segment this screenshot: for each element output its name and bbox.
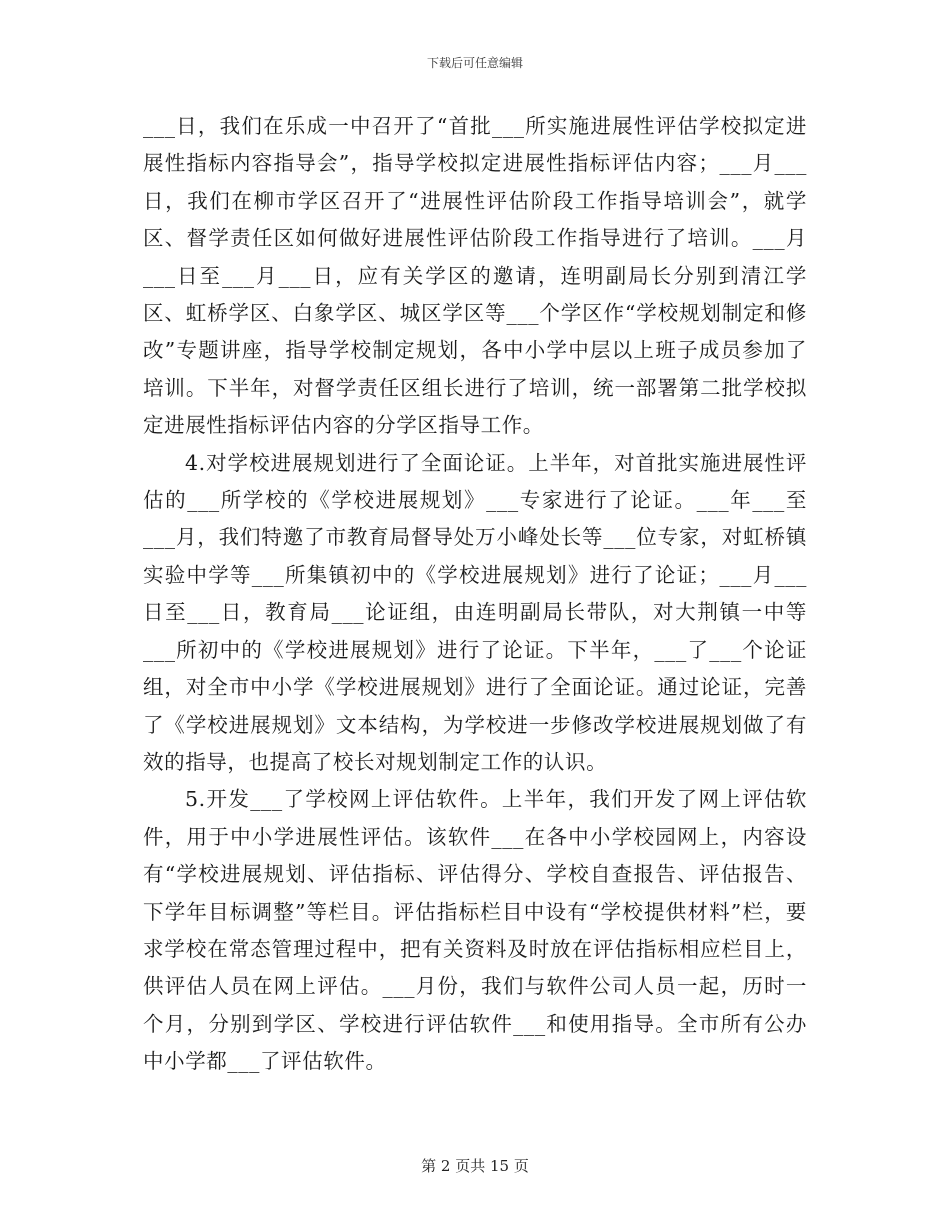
- paragraph-item-5: 5.开发___了学校网上评估软件。上半年，我们开发了网上评估软件，用于中小学进展性评估。该软件___在各中小学校园网上，内容设有“学校进展规划、评估指标、评估得分、学校自查报告、评估报告、下学年目标调整”等栏目。评估指标栏目中设有“学校提供材料”栏，要求学校在常态管理过程中，把有关资料及时放在评估指标相应栏目上，供评估人员在网上评估。___月份，我们与软件公司人员一起，历时一个月，分别到学区、学校进行评估软件___和使用指导。全市所有公办中小学都___了评估软件。: [143, 787, 807, 1074]
- paragraph-item-4: 4.对学校进展规划进行了全面论证。上半年，对首批实施进展性评估的___所学校的《学校进展规划》___专家进行了论证。___年___至___月，我们特邀了市教育局督导处万小峰处长等___位专家，对虹桥镇实验中学等___所集镇初中的《学校进展规划》进行了论证；___月___日至___日，教育局___论证组，由连明副局长带队，对大荆镇一中等___所初中的《学校进展规划》进行了论证。下半年，___了___个论证组，对全市中小学《学校进展规划》进行了全面论证。通过论证，完善了《学校进展规划》文本结构，为学校进一步修改学校进展规划做了有效的指导，也提高了校长对规划制定工作的认识。: [143, 450, 807, 774]
- paragraph-continuation: ___日，我们在乐成一中召开了“首批___所实施进展性评估学校拟定进展性指标内容指导会”，指导学校拟定进展性指标评估内容；___月___日，我们在柳市学区召开了“进展性评估阶段工作指导培训会”，就学区、督学责任区如何做好进展性评估阶段工作指导进行了培训。___月___日至___月___日，应有关学区的邀请，连明副局长分别到清江学区、虹桥学区、白象学区、城区学区等___个学区作“学校规划制定和修改”专题讲座，指导学校制定规划，各中小学中层以上班子成员参加了培训。下半年，对督学责任区组长进行了培训，统一部署第二批学校拟定进展性指标评估内容的分学区指导工作。: [143, 114, 807, 438]
- page-header: 下载后可任意编辑: [426, 56, 523, 70]
- page-number: 第 2 页共 15 页: [421, 1157, 529, 1175]
- document-body: [143, 108, 807, 1081]
